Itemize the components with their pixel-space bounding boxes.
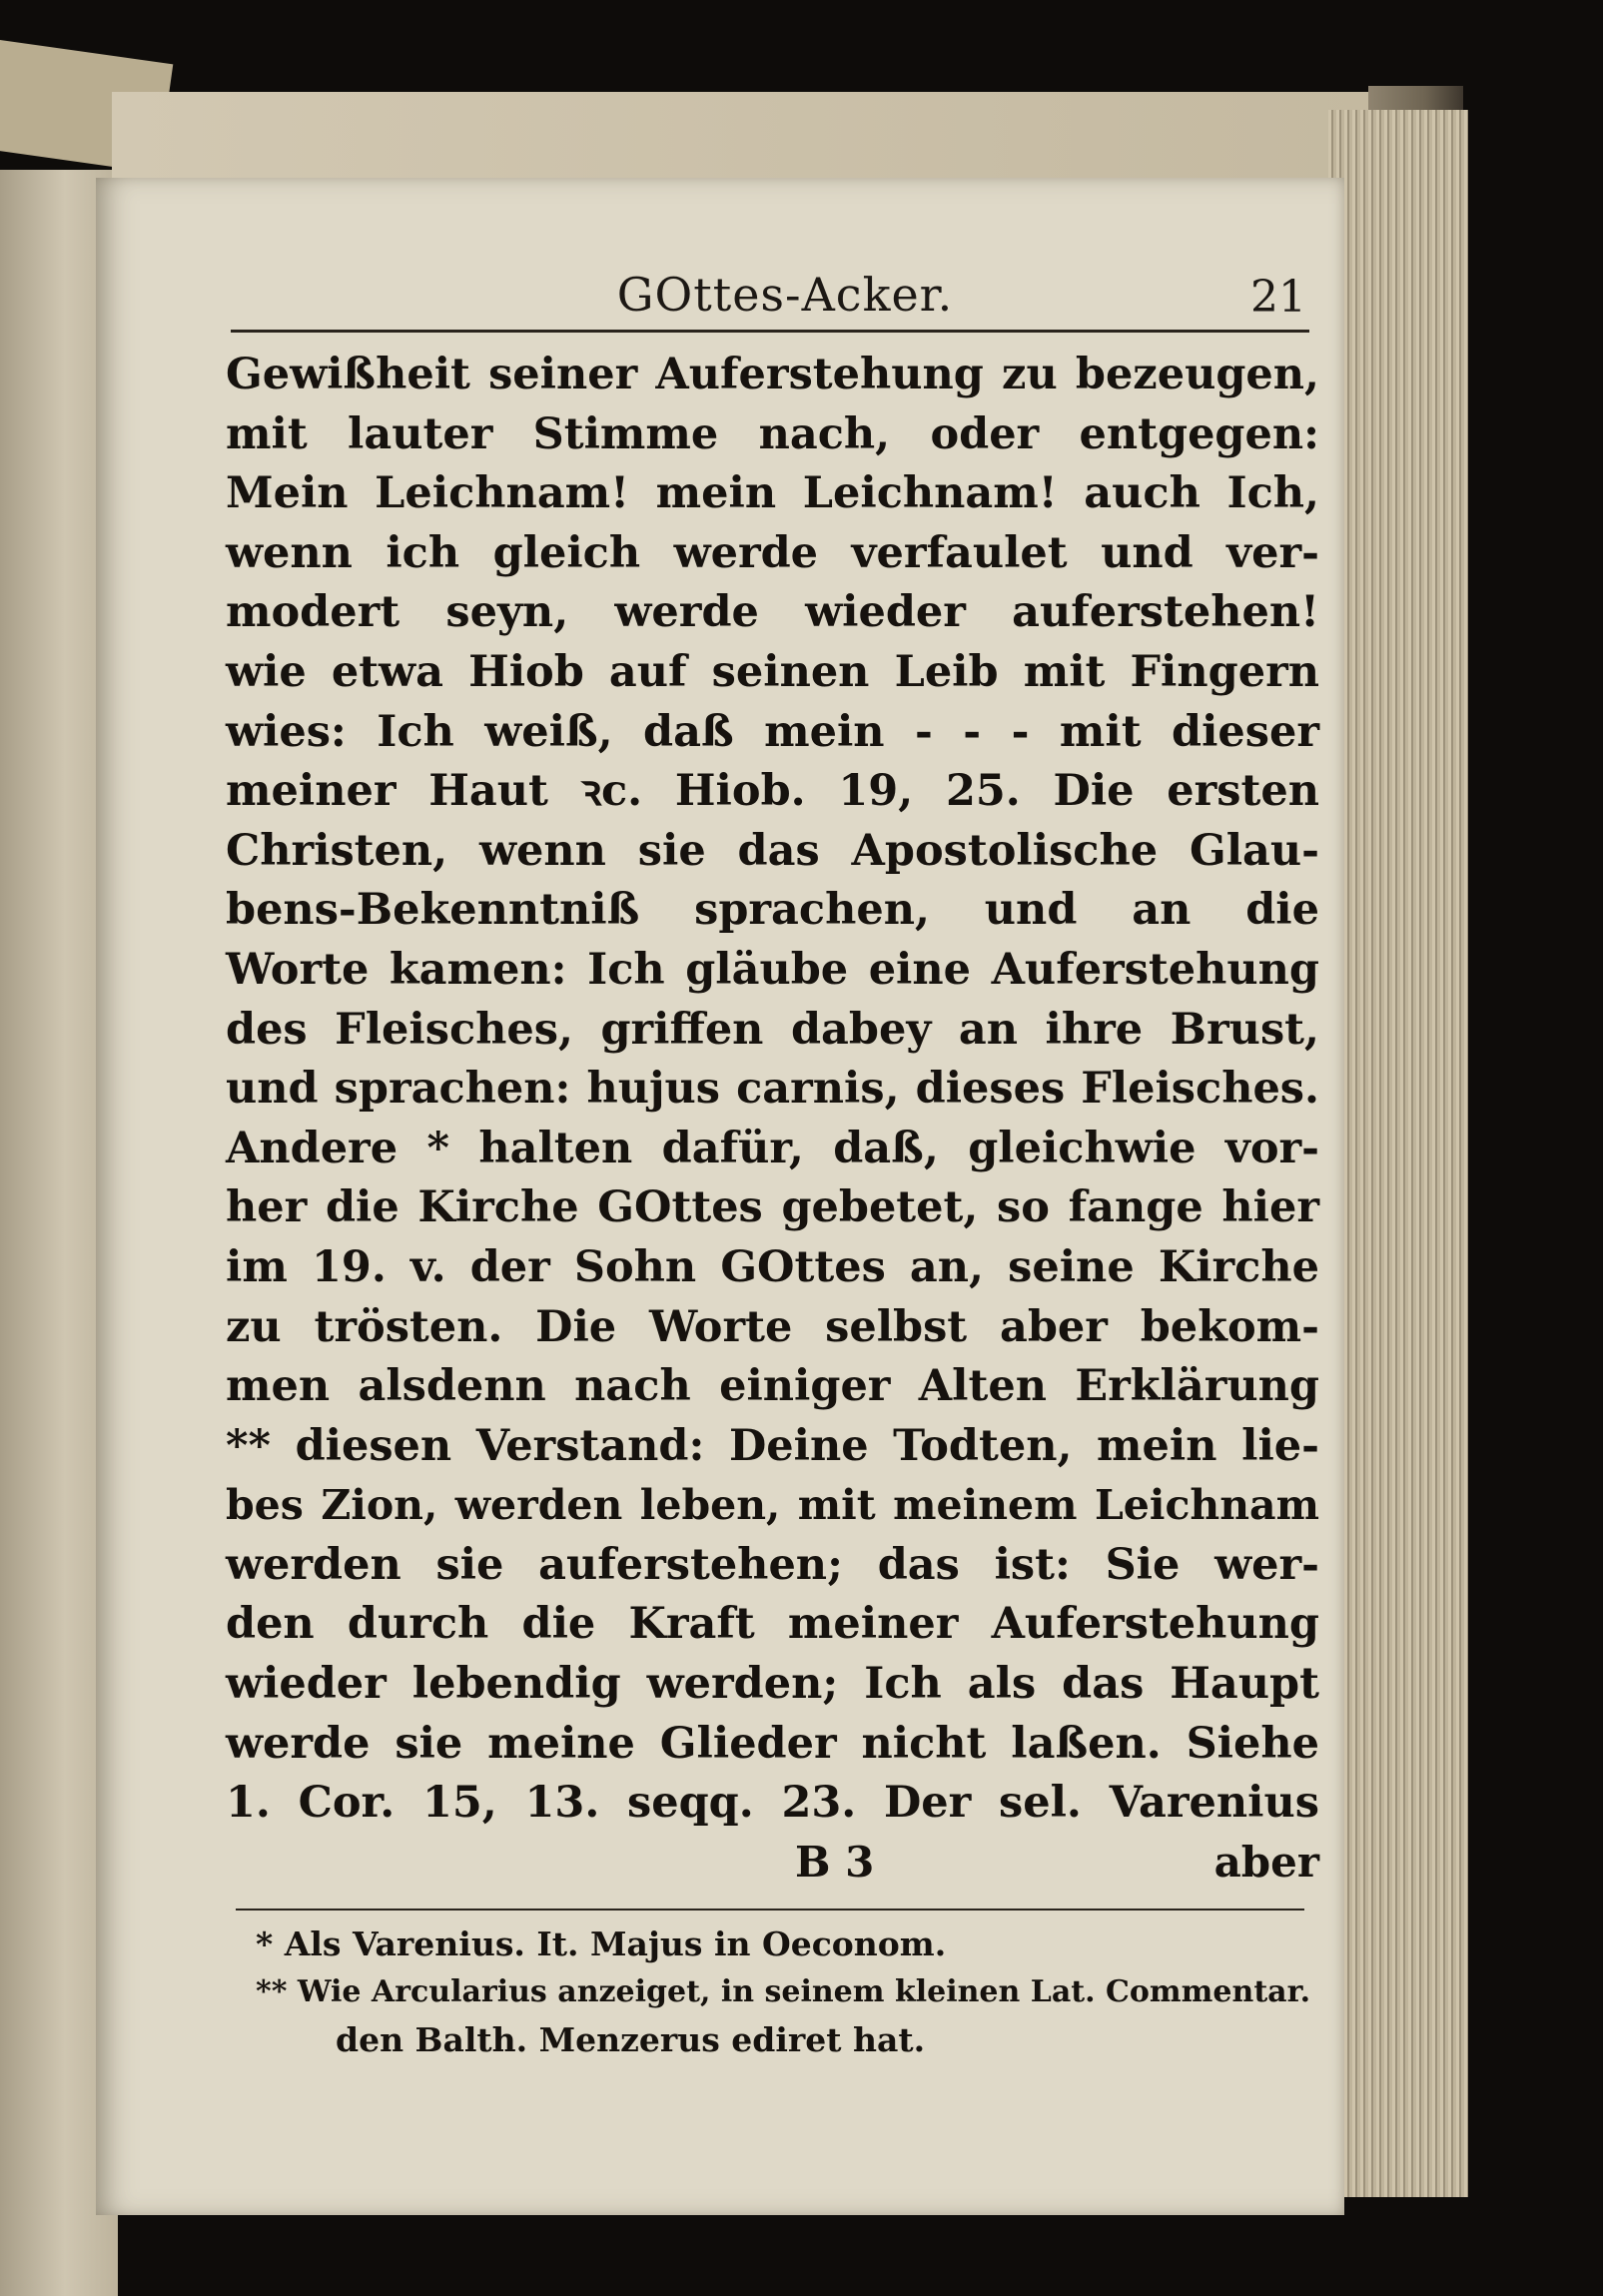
text-line: zu trösten. Die Worte selbst aber bekom- [226, 1301, 1319, 1352]
text-line: Mein Leichnam! mein Leichnam! auch Ich, [226, 468, 1319, 519]
body-text [226, 346, 1319, 1834]
footnote: * Als Varenius. It. Majus in Oeconom. [256, 1924, 947, 1963]
signature-mark: B 3 [795, 1838, 875, 1887]
text-line: Andere * halten dafür, daß, gleichwie vor- [226, 1123, 1319, 1173]
running-title: GOttes-Acker. [616, 268, 954, 322]
footnote-rule [236, 1909, 1304, 1911]
text-line: her die Kirche GOttes gebetet, so fange hier [226, 1182, 1319, 1233]
text-line: wenn ich gleich werde verfaulet und ver- [226, 527, 1319, 578]
running-head [246, 268, 1324, 338]
footnotes [256, 1920, 1324, 2064]
catchword: aber [1213, 1838, 1319, 1887]
text-line: und sprachen: hujus carnis, dieses Fleisches. [226, 1064, 1319, 1115]
text-line: mit lauter Stimme nach, oder entgegen: [226, 408, 1319, 459]
text-line: bens-Bekenntniß sprachen, und an die [226, 885, 1319, 936]
text-line: bes Zion, werden leben, mit meinem Leichnam [226, 1481, 1319, 1530]
book-page [96, 178, 1344, 2215]
text-line: Worte kamen: Ich gläube eine Auferstehung [226, 944, 1319, 995]
text-line: werde sie meine Glieder nicht laßen. Siehe [226, 1718, 1319, 1769]
text-line: werden sie auferstehen; das ist: Sie wer- [226, 1539, 1319, 1590]
text-line: wieder lebendig werden; Ich als das Haupt [226, 1659, 1319, 1710]
text-line: Gewißheit seiner Auferstehung zu bezeugen, [226, 350, 1319, 399]
page-fore-edge [1328, 110, 1468, 2197]
text-line: 1. Cor. 15, 13. seqq. 23. Der sel. Varenius [226, 1778, 1319, 1829]
footnote-continuation: den Balth. Menzerus ediret hat. [336, 2020, 926, 2059]
header-rule [231, 330, 1309, 333]
text-line: ** diesen Verstand: Deine Todten, mein lie- [226, 1420, 1319, 1471]
signature-line [226, 1838, 1319, 1894]
page-number: 21 [1250, 272, 1306, 323]
text-line: wies: Ich weiß, daß mein - - - mit dieser [226, 706, 1319, 757]
text-line: men alsdenn nach einiger Alten Erklärung [226, 1361, 1319, 1412]
text-line: im 19. v. der Sohn GOttes an, seine Kirche [226, 1241, 1319, 1292]
text-line: meiner Haut ꝛc. Hiob. 19, 25. Die ersten [226, 766, 1319, 817]
text-line: wie etwa Hiob auf seinen Leib mit Fingern [226, 646, 1319, 697]
text-line: des Fleisches, griffen dabey an ihre Brust, [226, 1004, 1319, 1055]
text-line: den durch die Kraft meiner Auferstehung [226, 1599, 1319, 1650]
text-line: Christen, wenn sie das Apostolische Glau- [226, 825, 1319, 876]
footnote: ** Wie Arcularius anzeiget, in seinem kleinen Lat. Commentar. [256, 1974, 1311, 2009]
text-line: modert seyn, werde wieder auferstehen! [226, 587, 1319, 638]
